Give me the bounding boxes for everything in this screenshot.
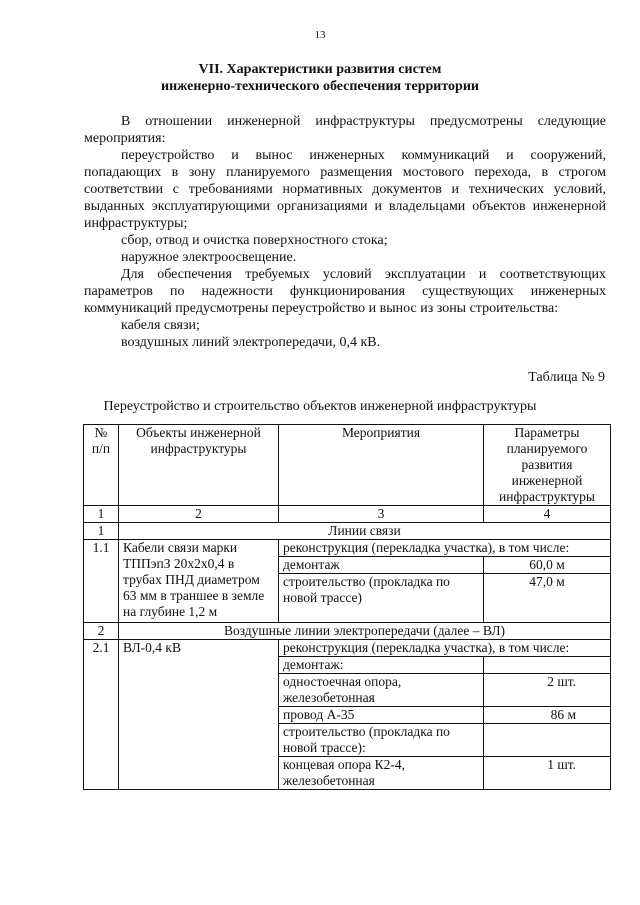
group-title: Воздушные линии электропередачи (далее – ВЛ)	[119, 623, 611, 640]
paragraph-lighting: наружное электроосвещение.	[121, 250, 297, 265]
group-title: Линии связи	[119, 523, 611, 540]
group-num: 2	[84, 623, 119, 640]
col-number: 3	[279, 506, 484, 523]
group-row	[84, 623, 611, 640]
row-pole-value: 2 шт.	[484, 674, 611, 707]
row-wire-value: 86 м	[484, 707, 611, 724]
page-number: 13	[314, 29, 326, 41]
paragraph-runoff: сбор, отвод и очистка поверхностного стока;	[121, 233, 388, 248]
paragraph-power-lines: воздушных линий электропередачи, 0,4 кВ.	[121, 335, 381, 350]
table-row	[84, 540, 611, 557]
paragraph-relocation: переустройство и вынос инженерных коммуникаций и сооружений, попадающих в зону планируемого размещения мостового перехода, в строгом соответствии с требованиями нормативных документов и технических условий, выданных эксплуатирующими организациями и владельцами объектов инженерной инфраструктуры;	[84, 148, 606, 231]
paragraph-cable: кабеля связи;	[121, 318, 200, 333]
row-empty	[484, 724, 611, 757]
header-measures: Мероприятия	[279, 425, 484, 506]
row-end-pole-value: 1 шт.	[484, 757, 611, 790]
table-header-row	[84, 425, 611, 506]
row-object: ВЛ-0,4 кВ	[119, 640, 279, 790]
row-end-pole: концевая опора К2-4, железобетонная	[279, 757, 484, 790]
row-wire: провод А-35	[279, 707, 484, 724]
column-number-row	[84, 506, 611, 523]
section-title-line1: VII. Характеристики развития систем	[198, 62, 442, 77]
table-number: Таблица № 9	[528, 370, 605, 385]
paragraph-intro: В отношении инженерной инфраструктуры предусмотрены следующие мероприятия:	[84, 114, 606, 146]
infrastructure-table	[83, 424, 611, 790]
col-number: 1	[84, 506, 119, 523]
row-num: 2.1	[84, 640, 119, 790]
body-text	[84, 113, 606, 351]
row-build-value: 47,0 м	[484, 574, 611, 623]
row-reconstruction: реконструкция (перекладка участка), в том числе:	[279, 640, 611, 657]
row-num: 1.1	[84, 540, 119, 623]
col-number: 4	[484, 506, 611, 523]
header-num: № п/п	[84, 425, 119, 506]
group-row	[84, 523, 611, 540]
row-object: Кабели связи марки ТППэпЗ 20х2х0,4 в трубах ПНД диаметром 63 мм в траншее в земле на глубине 1,2 м	[119, 540, 279, 623]
row-pole: одностоечная опора, железобетонная	[279, 674, 484, 707]
col-number: 2	[119, 506, 279, 523]
paragraph-conditions: Для обеспечения требуемых условий эксплуатации и соответствующих параметров по надежности функционирования существующих инженерных коммуникаций предусмотрены переустройство и вынос из зоны строительства:	[84, 267, 606, 316]
header-objects: Объекты инженерной инфраструктуры	[119, 425, 279, 506]
group-num: 1	[84, 523, 119, 540]
row-build: строительство (прокладка по новой трассе):	[279, 724, 484, 757]
row-dismantle: демонтаж	[279, 557, 484, 574]
section-title-line2: инженерно-технического обеспечения территории	[161, 79, 479, 94]
table-caption: Переустройство и строительство объектов инженерной инфраструктуры	[103, 399, 537, 414]
table-row	[84, 640, 611, 657]
header-params: Параметры планируемого развития инженерной инфраструктуры	[484, 425, 611, 506]
row-reconstruction: реконструкция (перекладка участка), в том числе:	[279, 540, 611, 557]
row-empty	[484, 657, 611, 674]
row-dismantle: демонтаж:	[279, 657, 484, 674]
row-build: строительство (прокладка по новой трассе)	[279, 574, 484, 623]
row-dismantle-value: 60,0 м	[484, 557, 611, 574]
section-title	[40, 61, 600, 95]
